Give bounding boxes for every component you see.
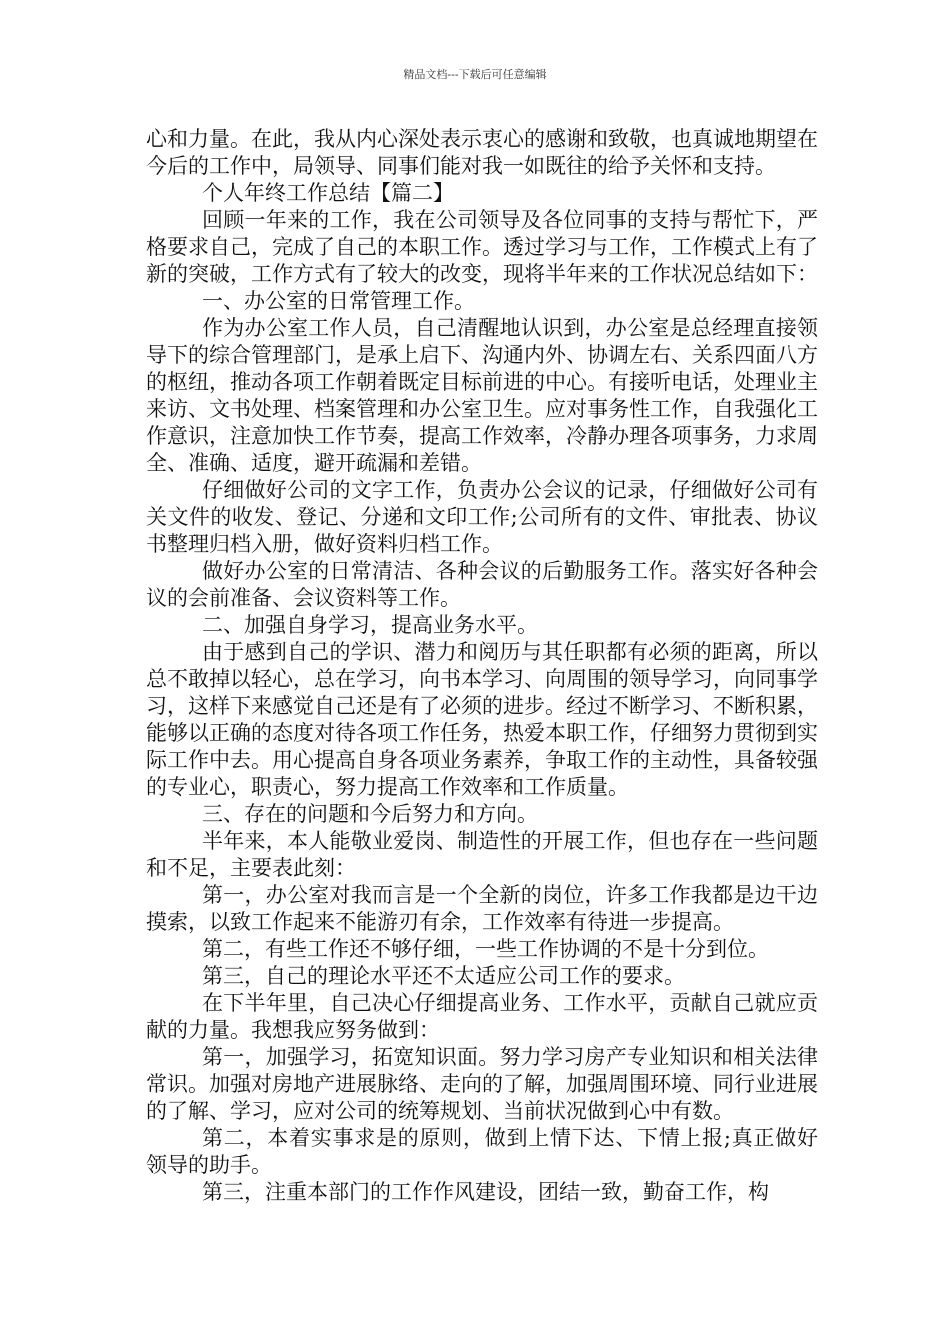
paragraph: 做好办公室的日常清洁、各种会议的后勤服务工作。落实好各种会议的会前准备、会议资料等工作。 bbox=[146, 559, 818, 610]
paragraph: 第二，本着实事求是的原则，做到上情下达、下情上报;真正做好领导的助手。 bbox=[146, 1126, 818, 1177]
paragraph: 二、加强自身学习，提高业务水平。 bbox=[202, 613, 538, 637]
paragraph: 作为办公室工作人员，自己清醒地认识到，办公室是总经理直接领导下的综合管理部门，是承上启下、沟通内外、协调左右、关系四面八方的枢纽，推动各项工作朝着既定目标前进的中心。有接听电话，处理业主来访、文书处理、档案管理和办公室卫生。应对事务性工作，自我强化工作意识，注意加快工作节奏，提高工作效率，冷静办理各项事务，力求周全、准确、适度，避开疏漏和差错。 bbox=[146, 316, 818, 475]
paragraph: 第三，自己的理论水平还不太适应公司工作的要求。 bbox=[202, 964, 685, 988]
paragraph: 第一，办公室对我而言是一个全新的岗位，许多工作我都是边干边摸索，以致工作起来不能游刃有余，工作效率有待进一步提高。 bbox=[146, 883, 818, 934]
page-header: 精品文档---下载后可任意编辑 bbox=[403, 68, 547, 81]
paragraph: 一、办公室的日常管理工作。 bbox=[202, 289, 475, 313]
paragraph: 仔细做好公司的文字工作，负责办公会议的记录，仔细做好公司有关文件的收发、登记、分递和文印工作;公司所有的文件、审批表、协议书整理归档入册，做好资料归档工作。 bbox=[146, 478, 818, 556]
paragraph: 半年来，本人能敬业爱岗、制造性的开展工作，但也存在一些问题和不足，主要表此刻： bbox=[146, 829, 818, 880]
paragraph: 第三，注重本部门的工作作风建设，团结一致，勤奋工作，构 bbox=[202, 1180, 769, 1204]
paragraph: 三、存在的问题和今后努力和方向。 bbox=[202, 802, 538, 826]
paragraph: 在下半年里，自己决心仔细提高业务、工作水平，贡献自己就应贡献的力量。我想我应努务做到： bbox=[146, 991, 818, 1042]
paragraph: 第一，加强学习，拓宽知识面。努力学习房产专业知识和相关法律常识。加强对房地产进展脉络、走向的了解，加强周围环境、同行业进展的了解、学习，应对公司的统筹规划、当前状况做到心中有数。 bbox=[146, 1045, 818, 1123]
paragraph: 个人年终工作总结【篇二】 bbox=[202, 181, 454, 205]
document-body bbox=[146, 126, 818, 1206]
paragraph: 由于感到自己的学识、潜力和阅历与其任职都有必须的距离，所以总不敢掉以轻心，总在学习，向书本学习、向周围的领导学习，向同事学习，这样下来感觉自己还是有了必须的进步。经过不断学习、不断积累，能够以正确的态度对待各项工作任务，热爱本职工作，仔细努力贯彻到实际工作中去。用心提高自身各项业务素养，争取工作的主动性，具备较强的专业心，职责心，努力提高工作效率和工作质量。 bbox=[146, 640, 818, 799]
paragraph: 回顾一年来的工作，我在公司领导及各位同事的支持与帮忙下，严格要求自己，完成了自己的本职工作。透过学习与工作，工作模式上有了新的突破，工作方式有了较大的改变，现将半年来的工作状况总结如下： bbox=[146, 208, 818, 286]
paragraph: 第二，有些工作还不够仔细，一些工作协调的不是十分到位。 bbox=[202, 937, 769, 961]
paragraph: 心和力量。在此，我从内心深处表示衷心的感谢和致敬，也真诚地期望在今后的工作中，局领导、同事们能对我一如既往的给予关怀和支持。 bbox=[146, 127, 818, 178]
